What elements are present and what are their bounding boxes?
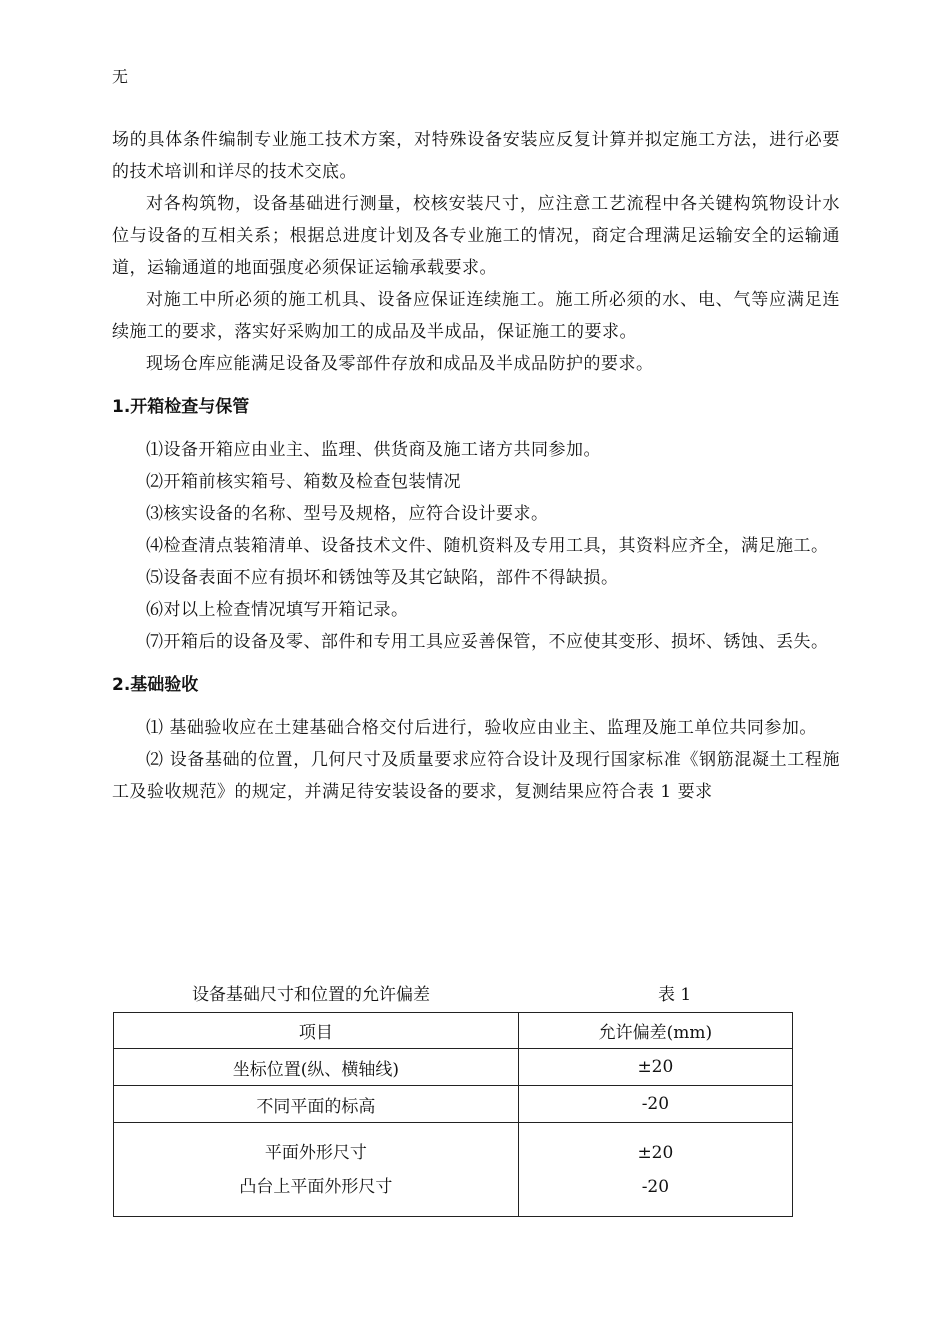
table-cell	[114, 1123, 519, 1217]
list-item: ⑺开箱后的设备及零、部件和专用工具应妥善保管，不应使其变形、损坏、锈蚀、丢失。	[146, 632, 829, 652]
cell-line: ±20	[637, 1142, 674, 1163]
column-header-item: 项目	[114, 1013, 519, 1049]
table-cell: ±20	[518, 1049, 792, 1086]
paragraph: 场的具体条件编制专业施工技术方案，对特殊设备安装应反复计算并拟定施工方法，进行必要的技术培训和详尽的技术交底。	[112, 130, 840, 182]
table-row	[114, 1123, 793, 1217]
list-item: ⑴ 基础验收应在土建基础合格交付后进行，验收应由业主、监理及施工单位共同参加。	[146, 718, 817, 738]
paragraph: 对各构筑物，设备基础进行测量，校核安装尺寸，应注意工艺流程中各关键构筑物设计水位与设备的互相关系；根据总进度计划及各专业施工的情况，商定合理满足运输安全的运输通道，运输通道的地面强度必须保证运输承载要求。	[112, 194, 840, 278]
table-caption: 设备基础尺寸和位置的允许偏差	[192, 985, 430, 1005]
table-cell: -20	[518, 1086, 792, 1123]
cell-line: -20	[641, 1176, 670, 1197]
section-heading-unpacking: 1.开箱检查与保管	[112, 397, 250, 417]
table-cell: 不同平面的标高	[114, 1086, 519, 1123]
page-header-mark: 无	[112, 67, 129, 86]
table-row	[114, 1086, 793, 1123]
table-cell: 坐标位置(纵、横轴线)	[114, 1049, 519, 1086]
document-body	[112, 124, 840, 808]
table-row	[114, 1049, 793, 1086]
deviation-table	[113, 1012, 793, 1217]
column-header-deviation: 允许偏差(mm)	[518, 1013, 792, 1049]
table-caption-row	[112, 982, 840, 1008]
table-number: 表 1	[658, 985, 692, 1005]
table-cell	[518, 1123, 792, 1217]
list-item: ⑵开箱前核实箱号、箱数及检查包装情况	[146, 472, 461, 492]
paragraph: 现场仓库应能满足设备及零部件存放和成品及半成品防护的要求。	[146, 354, 654, 374]
list-item: ⑷检查清点装箱清单、设备技术文件、随机资料及专用工具，其资料应齐全，满足施工。	[146, 536, 829, 556]
cell-line: 凸台上平面外形尺寸	[239, 1176, 393, 1197]
list-item: ⑸设备表面不应有损坏和锈蚀等及其它缺陷，部件不得缺损。	[146, 568, 619, 588]
cell-line: 平面外形尺寸	[264, 1142, 367, 1163]
list-item: ⑶核实设备的名称、型号及规格，应符合设计要求。	[146, 504, 549, 524]
list-item: ⑴设备开箱应由业主、监理、供货商及施工诸方共同参加。	[146, 440, 601, 460]
list-item: ⑹对以上检查情况填写开箱记录。	[146, 600, 409, 620]
table-header-row	[114, 1013, 793, 1049]
section-heading-foundation: 2.基础验收	[112, 675, 199, 695]
list-item: ⑵ 设备基础的位置，几何尺寸及质量要求应符合设计及现行国家标准《钢筋混凝土工程施工及验收规范》的规定，并满足待安装设备的要求，复测结果应符合表 1 要求	[112, 750, 840, 802]
paragraph: 对施工中所必须的施工机具、设备应保证连续施工。施工所必须的水、电、气等应满足连续施工的要求，落实好采购加工的成品及半成品，保证施工的要求。	[112, 290, 840, 342]
